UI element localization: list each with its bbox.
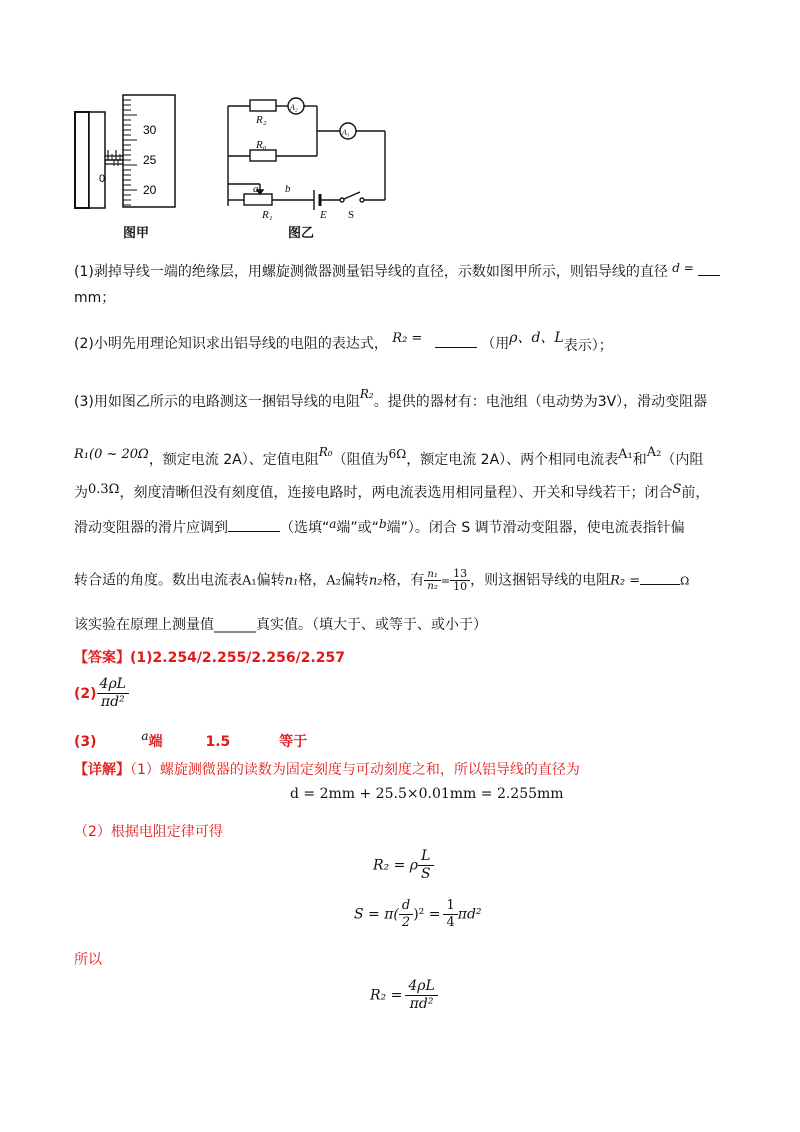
question-3-line-4 xyxy=(74,514,685,538)
eq3-quarter-denominator: 4 xyxy=(446,915,455,930)
answer-label: 【答案】 xyxy=(74,650,130,666)
label-e: E xyxy=(320,209,327,221)
switch-symbol: S xyxy=(672,482,682,497)
question-3-line-3 xyxy=(74,480,709,503)
r0-value: 6Ω xyxy=(388,447,407,461)
deflect-a1: A₁ xyxy=(242,573,257,589)
resistor-r0 xyxy=(250,150,276,161)
question-3-line-5 xyxy=(74,568,689,593)
eq3-numerator: d xyxy=(399,898,413,915)
switch-s xyxy=(344,192,360,199)
question-2-text: (2)小明先用理论知识求出铝导线的电阻的表达式， xyxy=(74,336,388,352)
detail-equation-3 xyxy=(354,898,482,931)
label-r2: R₂ xyxy=(256,114,267,126)
answer-2-denominator: πd² xyxy=(100,694,125,710)
deflect-a2: A₂ xyxy=(326,573,341,589)
answer-3-ratio: 1.5 xyxy=(205,734,231,750)
detail-equation-4 xyxy=(370,978,438,1013)
question-3-line-6: 该实验在原理上测量值______真实值。（填大于、或等于、或小于） xyxy=(74,617,487,633)
question-3-text-i: 前， xyxy=(681,485,710,501)
detail-text-2: （2）根据电阻定律可得 xyxy=(74,824,223,840)
circuit-figure xyxy=(222,88,392,223)
label-b: b xyxy=(285,183,291,195)
question-3-text-a: (3)用如图乙所示的电路测这一捆铝导线的电阻 xyxy=(74,394,360,410)
answer-3-prefix: (3) xyxy=(74,734,97,750)
micrometer-figure xyxy=(70,90,200,240)
question-3-text-c: ，额定电流 2A）、定值电阻 xyxy=(148,452,319,468)
rheostat-r1 xyxy=(244,194,272,205)
option-a: a xyxy=(329,517,337,531)
detail-label: 【详解】 xyxy=(74,762,130,778)
question-3-text-r: 格，有 xyxy=(382,572,425,589)
n1-var: n₁ xyxy=(284,573,299,589)
question-1-line xyxy=(74,258,720,282)
question-3-text-b: 。提供的器材有：电池组（电动势为3V），滑动变阻器 xyxy=(373,394,708,410)
eq2-lhs: R₂ = ρ xyxy=(373,857,419,874)
micrometer-zero-label: 0 xyxy=(99,173,106,185)
eq3-quarter-numerator: 1 xyxy=(443,898,457,915)
question-2-tail: 表示）； xyxy=(563,338,613,354)
eq2-denominator: S xyxy=(421,866,431,882)
label-a: a xyxy=(253,183,259,195)
answer-blank-1[interactable] xyxy=(698,261,720,276)
question-3-text-g: 为 xyxy=(74,485,88,501)
detail-equation-1: d = 2mm + 25.5×0.01mm = 2.255mm xyxy=(290,786,564,802)
ratio-equals: = xyxy=(440,574,451,588)
question-3-r2-result: R₂ = xyxy=(610,573,641,589)
question-3-text-f: （内阻 xyxy=(661,452,704,468)
label-s: S xyxy=(348,209,355,221)
question-3-r2: R₂ xyxy=(359,387,374,401)
ohm-unit: Ω xyxy=(680,574,690,588)
ratio-value-denominator: 10 xyxy=(453,580,468,593)
ratio-fraction xyxy=(424,569,440,592)
eq4-denominator: πd² xyxy=(409,996,434,1012)
question-1-unit-text: mm； xyxy=(74,290,116,306)
question-3-text-j: 滑动变阻器的滑片应调到 xyxy=(74,520,228,536)
question-1-var: d = xyxy=(672,261,694,275)
question-3-text-n: 转合适的角度。数出电流表 xyxy=(74,572,242,589)
question-3-text-o: 偏转 xyxy=(256,572,285,589)
ratio-value-numerator: 13 xyxy=(450,568,470,581)
thimble-label-30: 30 xyxy=(143,123,157,137)
answer-line-3 xyxy=(74,726,307,752)
question-2-vars: ρ、d、L xyxy=(509,330,564,346)
question-3-text-e: ，额定电流 2A）、两个相同电流表 xyxy=(406,452,619,468)
ratio-value-fraction xyxy=(450,568,470,593)
answer-line-1 xyxy=(74,648,345,668)
question-3-r0: R₀ xyxy=(318,445,333,459)
eq3-denominator: 2 xyxy=(401,915,411,930)
answer-3-compare: 等于 xyxy=(279,734,308,750)
detail-text-1: （1）螺旋测微器的读数为固定刻度与可动刻度之和，所以铝导线的直径为 xyxy=(130,762,580,778)
resistor-r2 xyxy=(250,100,276,111)
answer-3-a: a xyxy=(141,729,149,743)
label-a2: A₂ xyxy=(290,103,298,112)
eq3-quarter xyxy=(443,898,457,931)
question-2-line xyxy=(74,328,613,356)
question-3-text-p: 格， xyxy=(298,572,327,589)
figure-yi-caption: 图乙 xyxy=(288,226,315,241)
question-3-text-h: ，刻度清晰但没有刻度值，连接电路时，两电流表选用相同量程）、开关和导线若干；闭合 xyxy=(119,485,673,501)
micrometer-anvil xyxy=(75,112,89,208)
ratio-denominator: n₂ xyxy=(427,581,438,592)
answer-blank-3a[interactable] xyxy=(228,517,280,532)
micrometer-spindle xyxy=(89,112,105,208)
answer-1: (1)2.254/2.255/2.256/2.257 xyxy=(130,650,346,666)
ratio-numerator: n₁ xyxy=(424,569,440,581)
question-2-var: R₂ = xyxy=(392,331,423,346)
eq4-fraction xyxy=(405,978,437,1013)
eq4-numerator: 4ρL xyxy=(405,978,437,996)
question-3-text-l: 端”或“ xyxy=(336,520,379,536)
question-3-line-1 xyxy=(74,384,707,412)
question-3-and: 和 xyxy=(632,452,647,468)
question-3-text-m: 端”）。闭合 S 调节滑动变阻器，使电流表指针偏 xyxy=(386,520,685,536)
thimble-label-20: 20 xyxy=(143,183,157,197)
answer-3-a-suffix: 端 xyxy=(148,734,163,750)
figure-jia-caption: 图甲 xyxy=(123,226,150,241)
ammeter-a1-name: A₁ xyxy=(618,447,633,462)
eq2-fraction xyxy=(418,848,434,883)
ammeter-a2-name: A₂ xyxy=(646,445,662,460)
question-1-text: (1)剥掉导线一端的绝缘层，用螺旋测微器测量铝导线的直径，示数如图甲所示，则铝导线的直径 xyxy=(74,264,668,280)
thimble-label-25: 25 xyxy=(143,153,157,167)
question-3-text-s: ，则这捆铝导线的电阻 xyxy=(470,572,611,589)
question-2-paren: （用 xyxy=(481,336,510,352)
question-3-text-q: 偏转 xyxy=(340,572,369,589)
eq3-lhs: S = π( xyxy=(354,906,399,923)
eq3-mid: )² = xyxy=(413,906,441,923)
question-3-text-k: （选填“ xyxy=(280,520,330,536)
eq4-lhs: R₂ = xyxy=(370,987,403,1004)
answer-blank-2[interactable] xyxy=(435,333,477,348)
label-r0: R₀ xyxy=(256,139,267,151)
label-a1: A₁ xyxy=(342,128,350,137)
answer-2-fraction xyxy=(97,676,129,711)
detail-equation-2 xyxy=(373,848,434,883)
question-3-text-d: （阻值为 xyxy=(332,452,389,468)
label-r1: R₁ xyxy=(262,209,273,221)
answer-blank-3b[interactable] xyxy=(640,570,680,585)
option-b: b xyxy=(378,517,387,531)
rheostat-spec: R₁(0 ~ 20Ω xyxy=(74,447,149,462)
question-3-line-2 xyxy=(74,442,703,470)
eq3-rhs: πd² xyxy=(457,906,482,923)
ammeter-resistance: 0.3Ω xyxy=(88,482,120,497)
n2-var: n₂ xyxy=(368,573,383,589)
answer-2-numerator: 4ρL xyxy=(97,676,129,694)
detail-text-3: 所以 xyxy=(74,952,102,968)
detail-line-1 xyxy=(74,760,580,780)
answer-2-prefix: (2) xyxy=(74,685,97,702)
answer-line-2 xyxy=(74,676,129,711)
eq2-numerator: L xyxy=(418,848,434,866)
eq3-fraction xyxy=(399,898,413,931)
